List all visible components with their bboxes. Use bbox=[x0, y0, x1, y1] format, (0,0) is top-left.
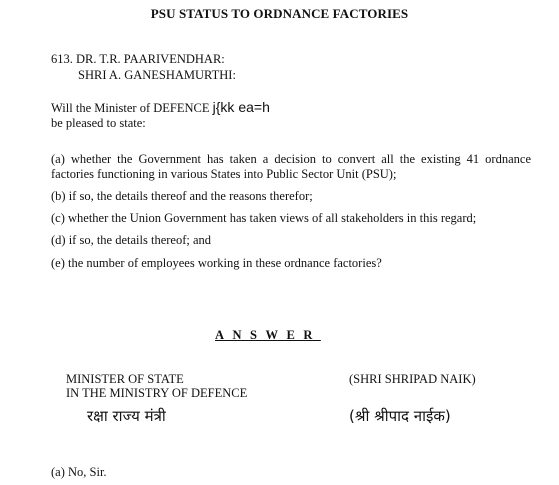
designation-hindi: रक्षा राज्य मंत्री bbox=[87, 407, 166, 425]
page-title: PSU STATUS TO ORDNANCE FACTORIES bbox=[150, 6, 409, 21]
designation-line-2: IN THE MINISTRY OF DEFENCE bbox=[66, 386, 248, 400]
answer-heading: ANSWER bbox=[215, 328, 321, 342]
question-part-d: (d) if so, the details thereof; and bbox=[51, 233, 212, 247]
signatory-name: (SHRI SHRIPAD NAIK) bbox=[349, 372, 476, 386]
signatory-name-hindi: (श्री श्रीपाद नाईक) bbox=[349, 407, 451, 425]
question-part-c: (c) whether the Union Government has taken views of all stakeholders in this regard; bbox=[51, 211, 477, 225]
designation-line-1: MINISTER OF STATE bbox=[66, 372, 184, 386]
minister-garbled-text: j{kk ea=h bbox=[212, 99, 270, 115]
question-part-a: (a) whether the Government has taken a decision to convert all the existing 41 ordnance factories functioning in various States into Public Sector Unit (PSU); bbox=[51, 152, 531, 181]
minister-line-text: Will the Minister of DEFENCE bbox=[51, 101, 213, 115]
asker-primary: 613. DR. T.R. PAARIVENDHAR: bbox=[51, 52, 225, 66]
question-part-b: (b) if so, the details thereof and the reasons therefor; bbox=[51, 189, 313, 203]
question-part-e: (e) the number of employees working in these ordnance factories? bbox=[51, 256, 382, 270]
reply-part-a: (a) No, Sir. bbox=[51, 465, 107, 479]
asker-secondary: SHRI A. GANESHAMURTHI: bbox=[78, 68, 236, 82]
minister-line bbox=[51, 99, 270, 116]
state-line: be pleased to state: bbox=[51, 116, 146, 130]
